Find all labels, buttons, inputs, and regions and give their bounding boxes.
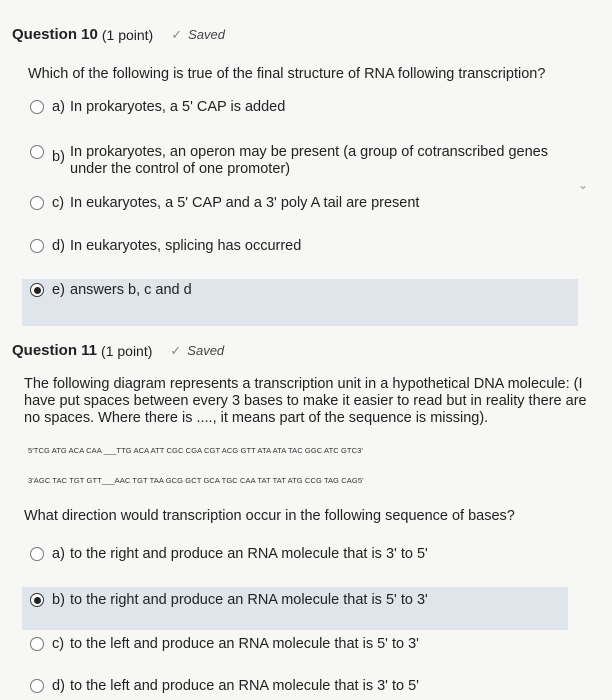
radio-dot — [34, 597, 41, 604]
q11-option-b[interactable] — [30, 592, 428, 609]
option-text: to the right and produce an RNA molecule that is 3' to 5' — [70, 546, 428, 562]
saved-label: Saved — [187, 343, 225, 358]
chevron-down-icon: ⌄ — [578, 178, 589, 192]
dna-sequence-bottom: 3'AGC TAC TGT GTT___AAC TGT TAA GCG GCT GCA TGC CAA TAT TAT ATG CCG TAG CAG5' — [28, 476, 364, 485]
option-letter: a) — [52, 99, 65, 115]
q10-option-b[interactable] — [30, 144, 570, 178]
radio-button-checked[interactable] — [30, 283, 44, 297]
radio-button[interactable] — [30, 679, 44, 693]
radio-button[interactable] — [30, 239, 44, 253]
question-points: (1 point) — [101, 26, 154, 43]
option-letter: a) — [52, 546, 65, 562]
option-letter: c) — [52, 636, 65, 652]
question-11-header — [12, 342, 224, 359]
saved-status — [171, 27, 225, 43]
radio-button[interactable] — [30, 145, 44, 159]
option-text: to the left and produce an RNA molecule that is 3' to 5' — [70, 678, 419, 694]
saved-label: Saved — [188, 27, 225, 42]
question-11-subprompt: What direction would transcription occur in the following sequence of bases? — [24, 508, 515, 524]
question-11-prompt: The following diagram represents a transcription unit in a hypothetical DNA molecule: (I have put spaces between every 3 bases to make it easier to read but in reality there are no spaces. Where there is ...., it means part of the sequence is missing). — [24, 376, 587, 426]
option-letter: b) — [52, 149, 65, 165]
saved-status — [170, 343, 224, 359]
option-text: In prokaryotes, a 5' CAP is added — [70, 99, 286, 115]
option-letter: e) — [52, 282, 65, 298]
radio-button-checked[interactable] — [30, 593, 44, 607]
question-title: Question 10 — [12, 26, 98, 43]
option-text: In prokaryotes, an operon may be present (a group of cotranscribed genes under the control of one promoter) — [70, 144, 548, 177]
q10-option-e[interactable] — [30, 282, 192, 299]
radio-button[interactable] — [30, 547, 44, 561]
option-text: In eukaryotes, a 5' CAP and a 3' poly A tail are present — [70, 195, 420, 211]
option-text: answers b, c and d — [70, 282, 192, 298]
question-10-header — [12, 26, 225, 43]
q11-option-a[interactable] — [30, 546, 428, 563]
radio-button[interactable] — [30, 196, 44, 210]
radio-button[interactable] — [30, 100, 44, 114]
dna-sequence-top: 5'TCG ATG ACA CAA ___TTG ACA ATT CGC CGA CGT ACG GTT ATA ATA TAC GGC ATC GTC3' — [28, 446, 363, 455]
radio-button[interactable] — [30, 637, 44, 651]
q10-option-d[interactable] — [30, 238, 301, 255]
option-text: to the left and produce an RNA molecule that is 5' to 3' — [70, 636, 419, 652]
q11-option-d[interactable] — [30, 678, 419, 695]
q10-option-c[interactable] — [30, 195, 419, 212]
option-text: In eukaryotes, splicing has occurred — [70, 238, 302, 254]
question-title: Question 11 — [12, 342, 98, 359]
option-letter: d) — [52, 678, 65, 694]
check-icon: ✓ — [171, 26, 183, 42]
question-10-prompt: Which of the following is true of the final structure of RNA following transcription? — [28, 66, 546, 82]
question-points: (1 point) — [101, 342, 153, 359]
option-letter: c) — [52, 195, 65, 211]
check-icon: ✓ — [170, 342, 182, 358]
option-text: to the right and produce an RNA molecule that is 5' to 3' — [70, 592, 428, 608]
q10-option-a[interactable] — [30, 99, 285, 116]
q11-option-c[interactable] — [30, 636, 419, 653]
option-letter: b) — [52, 592, 65, 608]
radio-dot — [34, 287, 41, 294]
option-letter: d) — [52, 238, 65, 254]
